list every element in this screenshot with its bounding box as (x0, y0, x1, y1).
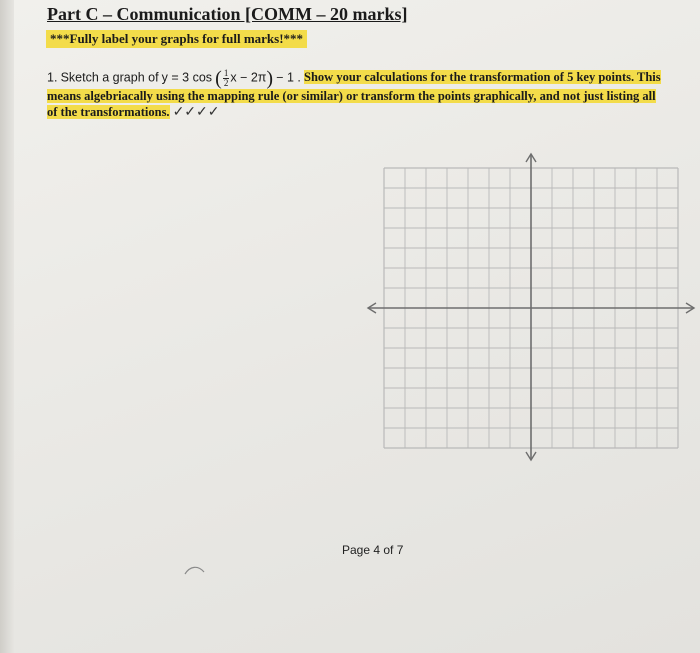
open-paren: ( (215, 67, 222, 90)
instruction-line-1: Show your calculations for the transformation of 5 key points. This (304, 70, 661, 85)
graph-area[interactable] (360, 150, 700, 475)
checkmarks: ✓✓✓✓ (172, 105, 220, 120)
instruction-line-2: means algebriacally using the mapping rule (or similar) or transform the points graphically, and not just listing all (47, 89, 656, 103)
close-paren: ) (266, 67, 274, 90)
page-edge-shadow (0, 0, 14, 653)
fraction-denominator: 2 (223, 78, 229, 88)
coordinate-grid[interactable] (360, 150, 700, 470)
page-number: Page 4 of 7 (342, 543, 404, 557)
equation-tail: − 1 . (276, 70, 301, 85)
question-line-3 (47, 104, 700, 121)
section-heading: Part C – Communication [COMM – 20 marks] (47, 4, 408, 24)
question-prefix: Sketch a graph of (60, 70, 159, 85)
equation-inner: x − 2π (230, 70, 267, 85)
equation-lhs: y = 3 cos (161, 70, 213, 85)
question-line-1 (47, 69, 700, 88)
instruction-line-3: of the transformations. (47, 105, 170, 119)
question-1 (47, 69, 700, 121)
question-line-2 (47, 88, 700, 104)
equation-fraction (223, 69, 230, 88)
pencil-mark (182, 556, 208, 582)
label-reminder: ***Fully label your graphs for full marks!*** (46, 30, 307, 48)
fraction-numerator: 1 (223, 68, 229, 78)
question-number: 1. (47, 70, 58, 85)
